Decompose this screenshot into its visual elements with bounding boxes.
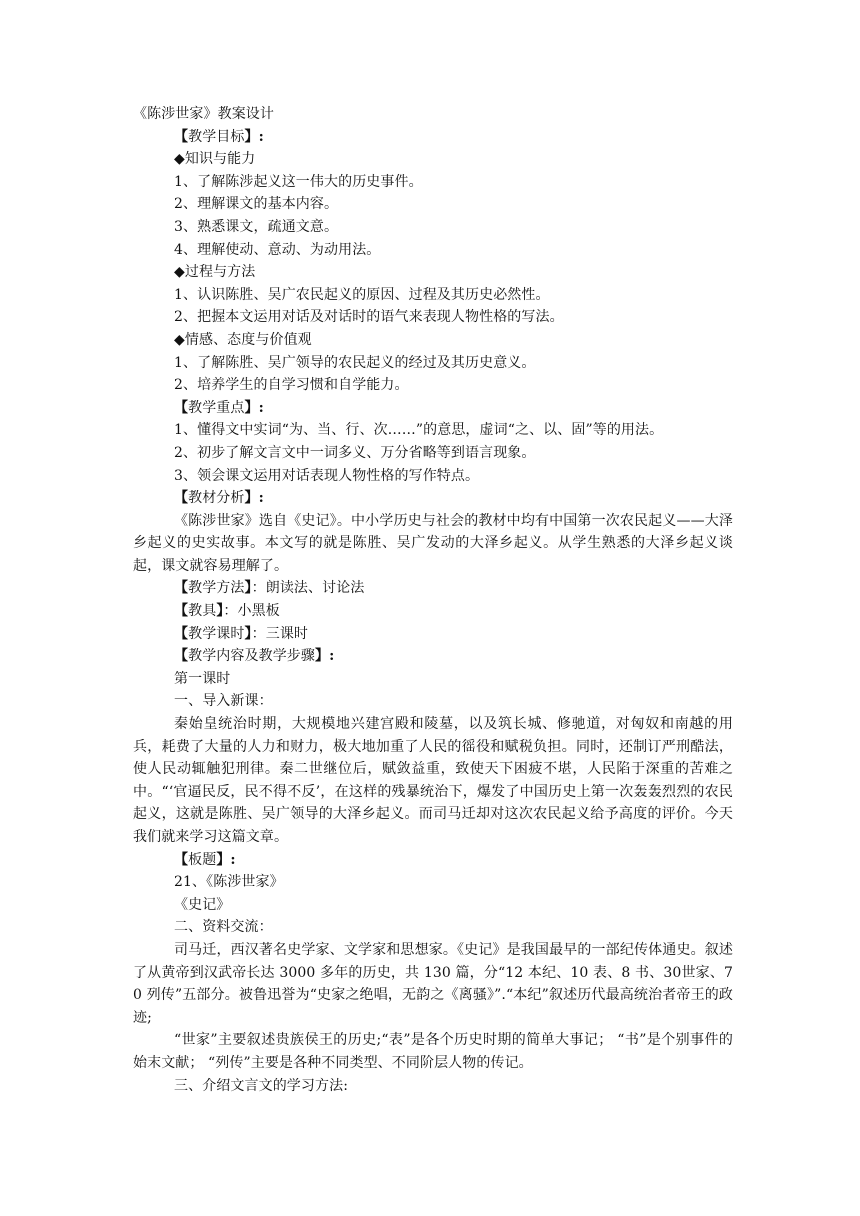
heading-colon: : (258, 490, 264, 507)
key-point-item: 3、领会课文运用对话表现人物性格的写作特点。 (174, 467, 480, 484)
bracket-right: 】 (315, 648, 330, 665)
bracket-left: 【 (174, 603, 189, 620)
tools-value: ：小黑板 (223, 603, 280, 620)
heading-colon: : (258, 399, 264, 416)
heading-colon: : (258, 128, 264, 145)
bracket-left: 【 (174, 851, 189, 868)
steps-heading (133, 645, 733, 668)
lesson-heading: 第一课时 (174, 670, 231, 687)
heading-colon: : (329, 648, 335, 665)
analysis-heading (133, 487, 733, 510)
process-item: 2、把握本文运用对话及对话时的语气来表现人物性格的写法。 (174, 309, 564, 326)
bracket-right: 】 (244, 399, 259, 416)
values-item: 1、了解陈胜、吴广领导的农民起义的经过及其历史意义。 (174, 354, 536, 371)
board-title: 21、《陈涉世家》 (174, 874, 284, 891)
heading-label: 教具 (188, 603, 217, 620)
bracket-right: 】 (216, 851, 231, 868)
tools-line (133, 600, 733, 623)
document-title: 《陈涉世家》教案设计 (133, 106, 274, 122)
methods-value: ：朗读法、讨论法 (251, 580, 365, 597)
hours-line (133, 623, 733, 646)
heading-label: 教学目标 (188, 128, 245, 145)
knowledge-item: 1、了解陈涉起义这一伟大的历史事件。 (174, 173, 423, 190)
exchange-paragraph: 司马迁，西汉著名史学家、文学家和思想家。《史记》是我国最早的一部纪传体通史。叙述了从黄帝到汉武帝长达 3000 多年的历史，共 130 篇，分“12 本纪、10 表、8 书、30世家、70 列传”五部分。被鲁迅誉为“史家之绝唱，无韵之《离骚》”.“本纪”叙述历代最高统治者帝王的政迹; (133, 941, 733, 1026)
intro-heading: 一、导入新课： (174, 693, 273, 710)
bracket-left: 【 (174, 128, 189, 145)
key-point-item: 1、懂得文中实词“为、当、行、次……”的意思，虚词“之、以、固”等的用法。 (174, 422, 664, 439)
bracket-right: 】 (216, 603, 224, 620)
heading-label: 教学重点 (188, 399, 245, 416)
bracket-left: 【 (174, 490, 189, 507)
heading-label: 教学方法 (188, 580, 245, 597)
heading-label: 教学内容及教学步骤 (188, 648, 316, 665)
exchange-paragraph: “世家”主要叙述贵族侯王的历史;“表”是各个历史时期的简单大事记； “书”是个别事件的始末文献； “列传”主要是各种不同类型、不同阶层人物的传记。 (133, 1032, 733, 1071)
board-heading (133, 849, 733, 872)
method-heading: 三、介绍文言文的学习方法: (174, 1077, 349, 1094)
values-heading: ◆情感、态度与价值观 (174, 331, 312, 348)
key-point-item: 2、初步了解文言文中一词多义、万分省略等到语言现象。 (174, 444, 536, 461)
heading-label: 板题 (188, 851, 217, 868)
heading-colon: : (230, 851, 236, 868)
heading-label: 教材分析 (188, 490, 245, 507)
methods-line (133, 577, 733, 600)
bracket-left: 【 (174, 625, 189, 642)
process-item: 1、认识陈胜、吴广农民起义的原因、过程及其历史必然性。 (174, 286, 550, 303)
bracket-left: 【 (174, 399, 189, 416)
key-points-heading (133, 397, 733, 420)
board-source: 《史记》 (174, 896, 231, 913)
knowledge-item: 3、熟悉课文，疏通文意。 (174, 218, 339, 235)
values-item: 2、培养学生的自学习惯和自学能力。 (174, 377, 409, 394)
bracket-right: 】 (244, 580, 252, 597)
exchange-heading: 二、资料交流： (174, 919, 273, 936)
objectives-heading (133, 126, 733, 149)
bracket-right: 】 (244, 625, 252, 642)
bracket-right: 】 (244, 490, 259, 507)
knowledge-item: 4、理解使动、意动、为动用法。 (174, 241, 381, 258)
document-body (133, 103, 733, 1097)
process-heading: ◆过程与方法 (174, 264, 256, 281)
hours-value: ：三课时 (251, 625, 309, 642)
knowledge-item: 2、理解课文的基本内容。 (174, 196, 339, 213)
analysis-paragraph: 《陈涉世家》选自《史记》。中小学历史与社会的教材中均有中国第一次农民起义——大泽乡起义的史实故事。本文写的就是陈胜、吴广发动的大泽乡起义。从学生熟悉的大泽乡起义谈起，课文就容易理解了。 (133, 512, 733, 574)
knowledge-heading: ◆知识与能力 (174, 151, 256, 168)
bracket-left: 【 (174, 580, 189, 597)
bracket-right: 】 (244, 128, 259, 145)
bracket-left: 【 (174, 648, 189, 665)
heading-label: 教学课时 (188, 625, 245, 642)
intro-paragraph: 秦始皇统治时期，大规模地兴建宫殿和陵墓，以及筑长城、修驰道，对匈奴和南越的用兵，耗费了大量的人力和财力，极大地加重了人民的徭役和赋税负担。同时，还制订严刑酷法，使人民动辄触犯刑律。秦二世继位后，赋敛益重，致使天下困疲不堪，人民陷于深重的苦难之中。“‘官逼民反，民不得不反’，在这样的残暴统治下，爆发了中国历史上第一次轰轰烈烈的农民起义，这就是陈胜、吴广领导的大泽乡起义。而司马迁却对这次农民起义给予高度的评价。今天我们就来学习这篇文章。 (133, 716, 733, 845)
